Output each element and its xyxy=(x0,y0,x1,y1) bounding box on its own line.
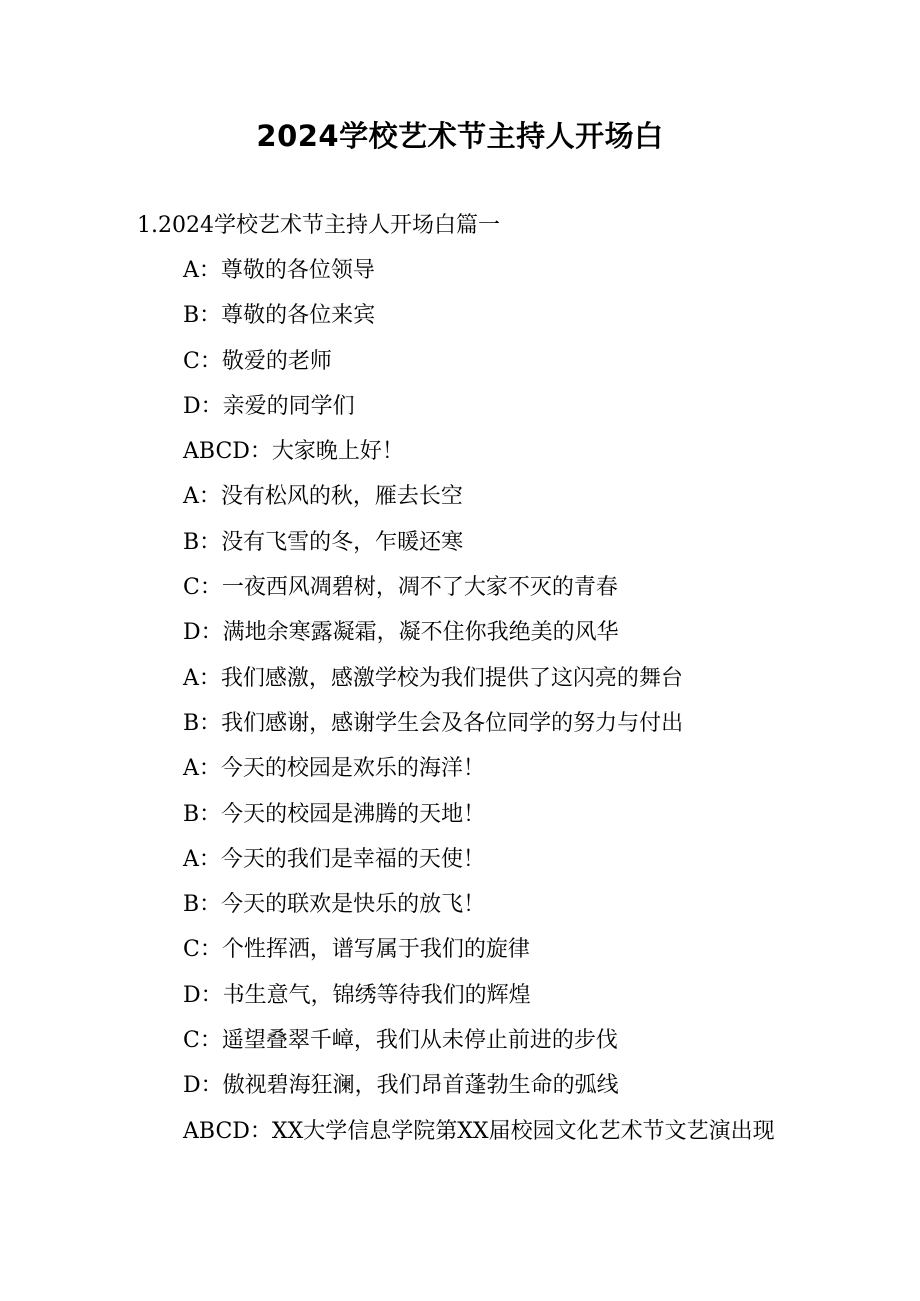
dialogue-line: D：满地余寒露凝霜，凝不住你我绝美的风华 xyxy=(183,620,619,646)
dialogue-line: B：我们感谢，感谢学生会及各位同学的努力与付出 xyxy=(183,710,684,736)
document-title: 2024学校艺术节主持人开场白 xyxy=(256,119,664,153)
dialogue-lines xyxy=(183,251,775,1157)
dialogue-line: A：今天的校园是欢乐的海洋！ xyxy=(183,756,485,782)
dialogue-line: B：今天的校园是沸腾的天地！ xyxy=(183,801,486,827)
dialogue-line: A：尊敬的各位领导 xyxy=(183,258,375,283)
dialogue-line: B：没有飞雪的冬，乍暖还寒 xyxy=(183,529,464,555)
dialogue-line: D：傲视碧海狂澜，我们昂首蓬勃生命的弧线 xyxy=(183,1073,619,1099)
dialogue-line: C：敬爱的老师 xyxy=(183,348,332,374)
dialogue-line: A：我们感激，感激学校为我们提供了这闪亮的舞台 xyxy=(183,665,683,691)
dialogue-line: ABCD：XX大学信息学院第XX届校园文化艺术节文艺演出现 xyxy=(183,1118,775,1144)
dialogue-line: A：没有松风的秋，雁去长空 xyxy=(183,484,463,510)
dialogue-line: B：今天的联欢是快乐的放飞！ xyxy=(183,892,486,918)
dialogue-line: C：个性挥洒，谱写属于我们的旋律 xyxy=(183,937,530,963)
dialogue-line: C：一夜西风凋碧树，凋不了大家不灭的青春 xyxy=(183,575,618,601)
dialogue-line: D：书生意气，锦绣等待我们的辉煌 xyxy=(183,982,531,1008)
dialogue-line: ABCD：大家晚上好！ xyxy=(183,439,404,465)
section-heading: 1.2024学校艺术节主持人开场白篇一 xyxy=(137,213,500,238)
dialogue-line: A：今天的我们是幸福的天使！ xyxy=(183,846,485,872)
dialogue-line: B：尊敬的各位来宾 xyxy=(183,303,376,329)
dialogue-line: C：遥望叠翠千嶂，我们从未停止前进的步伐 xyxy=(183,1028,618,1054)
dialogue-line: D：亲爱的同学们 xyxy=(183,393,355,419)
